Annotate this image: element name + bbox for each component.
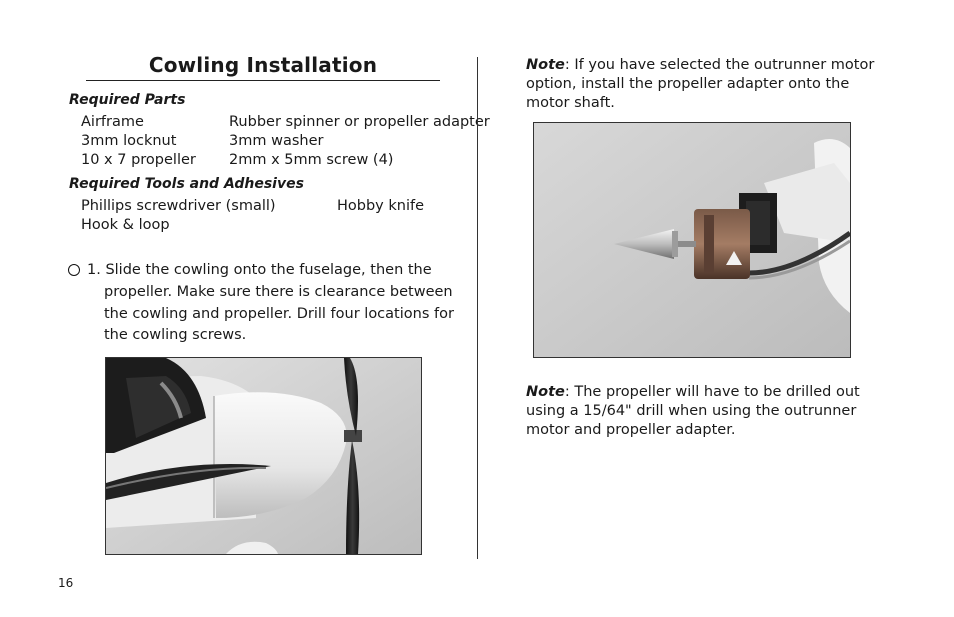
parts-row-3	[81, 152, 196, 168]
required-tools-heading: Required Tools and Adhesives	[69, 176, 304, 192]
column-divider	[477, 57, 478, 559]
tool-screwdriver: Phillips screwdriver (small)	[81, 198, 276, 214]
page-number: 16	[58, 576, 74, 590]
parts-row-2-col2	[229, 133, 323, 149]
tool-hook-loop: Hook & loop	[81, 217, 170, 233]
note-2-text-line-1: : The propeller will have to be drilled out	[564, 384, 860, 400]
step-number: 1.	[87, 262, 101, 278]
note-2-text-line-2: using a 15/64" drill when using the outrunner	[526, 403, 857, 419]
step-1-first-line	[87, 261, 432, 280]
tool-hobby-knife: Hobby knife	[337, 198, 425, 214]
note-1-text-line-3: motor shaft.	[526, 95, 615, 111]
part-airframe: Airframe	[81, 114, 144, 130]
required-parts-heading: Required Parts	[69, 92, 186, 108]
note-1-first-line	[526, 56, 874, 75]
cowling-photo	[105, 357, 422, 555]
note-1-label: Note	[526, 57, 565, 73]
part-propeller: 10 x 7 propeller	[81, 152, 196, 168]
step-checkbox-icon	[68, 264, 80, 276]
parts-row-1	[81, 114, 144, 130]
step-text-line-3: the cowling and propeller. Drill four locations for	[104, 306, 454, 322]
part-washer: 3mm washer	[229, 133, 324, 149]
note-2-text-line-3: motor and propeller adapter.	[526, 422, 736, 438]
parts-row-1-col2	[229, 114, 490, 130]
part-screws: 2mm x 5mm screw (4)	[229, 152, 394, 168]
step-text-line-1: Slide the cowling onto the fuselage, then the	[105, 262, 432, 278]
page-title: Cowling Installation	[148, 53, 378, 77]
parts-row-2	[81, 133, 176, 149]
part-locknut: 3mm locknut	[81, 133, 177, 149]
cowling-photo-illustration	[106, 358, 421, 554]
parts-row-3-col2	[229, 152, 393, 168]
motor-photo-illustration	[534, 123, 850, 357]
step-text-line-4: the cowling screws.	[104, 327, 247, 343]
note-2-first-line	[526, 383, 860, 402]
part-spinner: Rubber spinner or propeller adapter	[229, 114, 490, 130]
step-text-line-2: propeller. Make sure there is clearance between	[104, 284, 453, 300]
motor-photo	[533, 122, 851, 358]
title-underline	[86, 80, 440, 81]
note-1-text-line-1: : If you have selected the outrunner motor	[564, 57, 875, 73]
note-2-label: Note	[526, 384, 565, 400]
note-1-text-line-2: option, install the propeller adapter onto the	[526, 76, 850, 92]
